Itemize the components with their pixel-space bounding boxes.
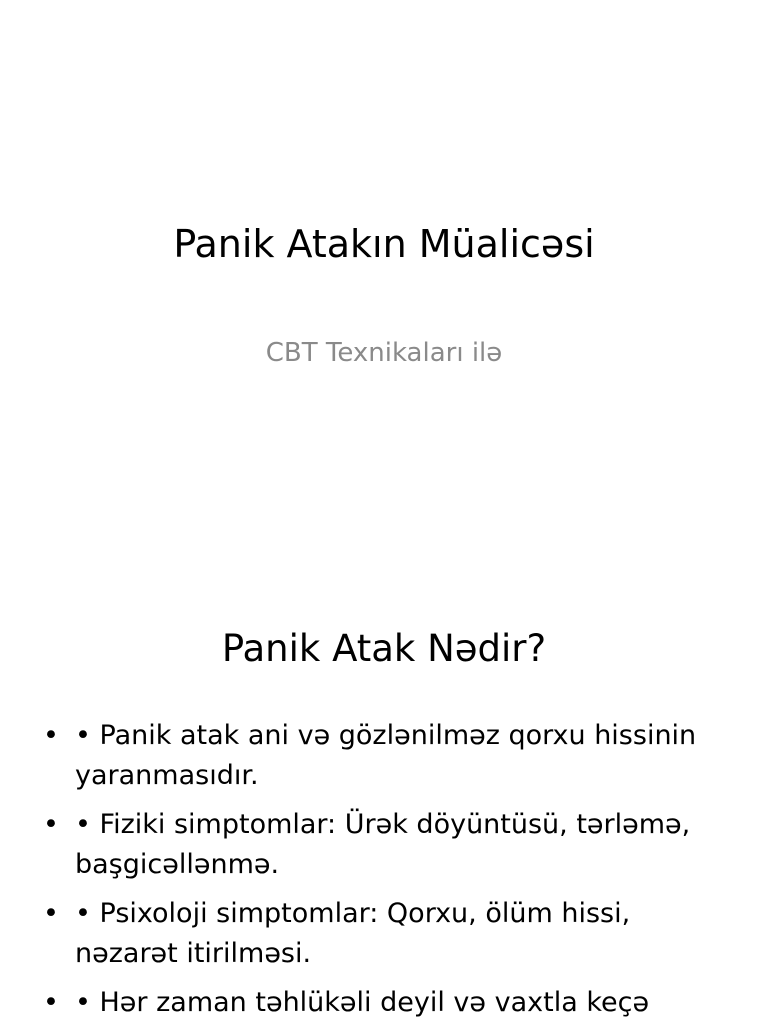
list-item-text: • Fiziki simptomlar: Ürək döyüntüsü, tərləmə, başgicəllənmə. bbox=[75, 809, 691, 880]
list-item-text: • Hər zaman təhlükəli deyil və vaxtla keçə bbox=[75, 987, 650, 1018]
bullet-marker: • bbox=[43, 720, 59, 751]
slide-content-heading: Panik Atak Nədir? bbox=[221, 627, 547, 670]
slide-content bbox=[0, 576, 768, 1024]
bullet-marker: • bbox=[43, 898, 59, 929]
slide-title-heading: Panik Atakın Müalicəsi bbox=[173, 222, 595, 266]
list-item bbox=[0, 894, 768, 974]
list-item-text: • Panik atak ani və gözlənilməz qorxu hissinin yaranmasıdır. bbox=[75, 720, 697, 791]
bullet-marker: • bbox=[43, 809, 59, 840]
bullet-list bbox=[0, 716, 768, 1024]
list-item bbox=[0, 805, 768, 885]
list-item bbox=[0, 716, 768, 796]
list-item bbox=[0, 983, 768, 1023]
slide-subtitle: CBT Texnikaları ilə bbox=[265, 338, 503, 368]
list-item-text: • Psixoloji simptomlar: Qorxu, ölüm hissi, nəzarət itirilməsi. bbox=[75, 898, 631, 969]
bullet-marker: • bbox=[43, 987, 59, 1018]
